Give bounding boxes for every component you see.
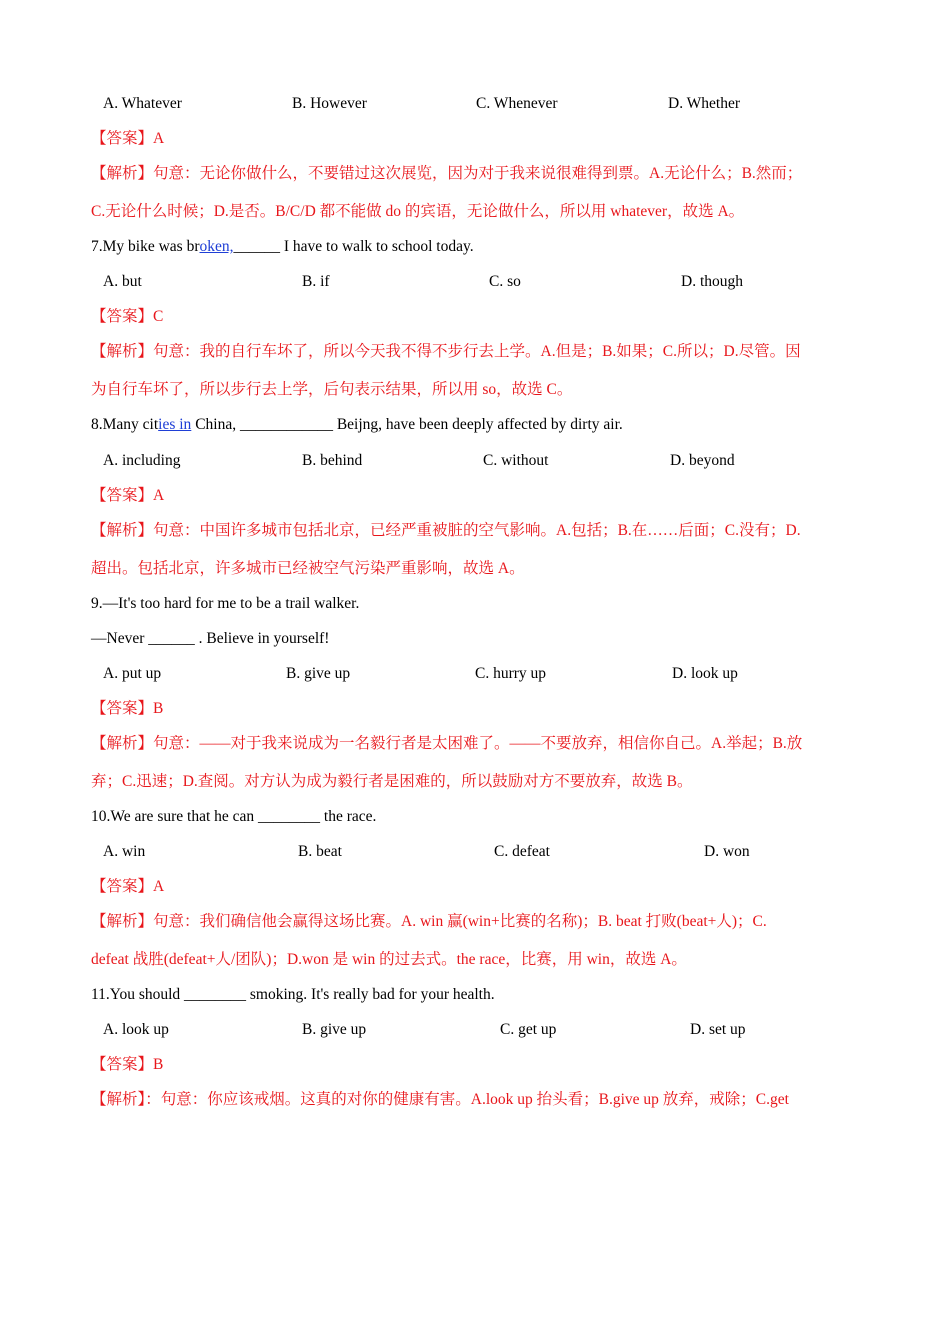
q7-option-a: A. but — [103, 273, 142, 290]
q10-analysis-line-2: defeat 战胜(defeat+人/团队)；D.won 是 win 的过去式。the race，比赛，用 win，故选 A。 — [91, 951, 687, 968]
q9-stem-line-1: 9.—It's too hard for me to be a trail walker. — [91, 595, 360, 612]
q10-stem: 10.We are sure that he can ________ the race. — [91, 808, 377, 825]
q11-stem: 11.You should ________ smoking. It's really bad for your health. — [91, 986, 495, 1003]
q6-analysis-line-1: 【解析】句意：无论你做什么，不要错过这次展览，因为对于我来说很难得到票。A.无论什么；B.然而； — [91, 165, 803, 182]
q9-options — [103, 664, 903, 684]
q8-stem-end: China, ____________ Beijng, have been deeply affected by dirty air. — [191, 416, 623, 433]
q9-stem-line-2: —Never ______ . Believe in yourself! — [91, 630, 330, 647]
q9-analysis-line-1: 【解析】句意：——对于我来说成为一名毅行者是太困难了。——不要放弃，相信你自己。A.举起；B.放 — [91, 735, 803, 752]
q6-answer: 【答案】A — [91, 130, 165, 147]
q11-answer: 【答案】B — [91, 1056, 164, 1073]
q8-stem — [91, 415, 623, 435]
q8-option-d: D. beyond — [670, 452, 735, 469]
q6-options — [103, 94, 903, 114]
q9-analysis-line-2: 弃；C.迅速；D.查阅。对方认为成为毅行者是困难的，所以鼓励对方不要放弃，故选 B。 — [91, 773, 693, 790]
q7-analysis-line-1: 【解析】句意：我的自行车坏了，所以今天我不得不步行去上学。A.但是；B.如果；C.所以；D.尽管。因 — [91, 343, 801, 360]
q6-option-a: A. Whatever — [103, 95, 182, 112]
q8-stem-start: 8.Many cit — [91, 416, 159, 433]
q11-option-d: D. set up — [690, 1021, 746, 1038]
q9-option-b: B. give up — [286, 665, 351, 682]
q11-option-a: A. look up — [103, 1021, 169, 1038]
q10-option-a: A. win — [103, 843, 146, 860]
q6-option-c: C. Whenever — [476, 95, 558, 112]
q10-option-c: C. defeat — [494, 843, 550, 860]
q10-option-b: B. beat — [298, 843, 342, 860]
q11-option-c: C. get up — [500, 1021, 557, 1038]
q6-option-d: D. Whether — [668, 95, 741, 112]
q11-analysis-line-1: 【解析】：句意：你应该戒烟。这真的对你的健康有害。A.look up 抬头看；B.give up 放弃，戒除；C.get — [91, 1091, 789, 1108]
q10-option-d: D. won — [704, 843, 750, 860]
q8-option-c: C. without — [483, 452, 549, 469]
q7-options — [103, 272, 903, 292]
q11-options — [103, 1020, 903, 1040]
q8-options — [103, 451, 903, 471]
q10-answer: 【答案】A — [91, 878, 165, 895]
q7-option-b: B. if — [302, 273, 330, 290]
q7-stem-end: ______ I have to walk to school today. — [233, 238, 474, 255]
q8-option-a: A. including — [103, 452, 181, 469]
q9-option-c: C. hurry up — [475, 665, 547, 682]
q7-stem-start: 7.My bike was br — [91, 238, 200, 255]
q7-analysis-line-2: 为自行车坏了，所以步行去上学，后句表示结果，所以用 so，故选 C。 — [91, 381, 573, 398]
q6-option-b: B. However — [292, 95, 367, 112]
q7-option-d: D. though — [681, 273, 743, 290]
q11-option-b: B. give up — [302, 1021, 367, 1038]
q7-stem-link[interactable]: oken, — [199, 238, 234, 255]
q10-analysis-line-1: 【解析】句意：我们确信他会赢得这场比赛。A. win 赢(win+比赛的名称)；B. beat 打败(beat+人)；C. — [91, 913, 767, 930]
q7-option-c: C. so — [489, 273, 521, 290]
q8-analysis-line-1: 【解析】句意：中国许多城市包括北京，已经严重被脏的空气影响。A.包括；B.在……后面；C.没有；D. — [91, 522, 801, 539]
q9-option-a: A. put up — [103, 665, 162, 682]
q8-option-b: B. behind — [302, 452, 363, 469]
q7-stem — [91, 237, 474, 257]
q8-stem-link[interactable]: ies in — [158, 416, 192, 433]
q9-option-d: D. look up — [672, 665, 738, 682]
q6-analysis-line-2: C.无论什么时候；D.是否。B/C/D 都不能做 do 的宾语，无论做什么，所以用 whatever，故选 A。 — [91, 203, 745, 220]
q10-options — [103, 842, 903, 862]
q7-answer: 【答案】C — [91, 308, 164, 325]
q8-analysis-line-2: 超出。包括北京，许多城市已经被空气污染严重影响，故选 A。 — [91, 560, 525, 577]
q9-answer: 【答案】B — [91, 700, 164, 717]
q8-answer: 【答案】A — [91, 487, 165, 504]
